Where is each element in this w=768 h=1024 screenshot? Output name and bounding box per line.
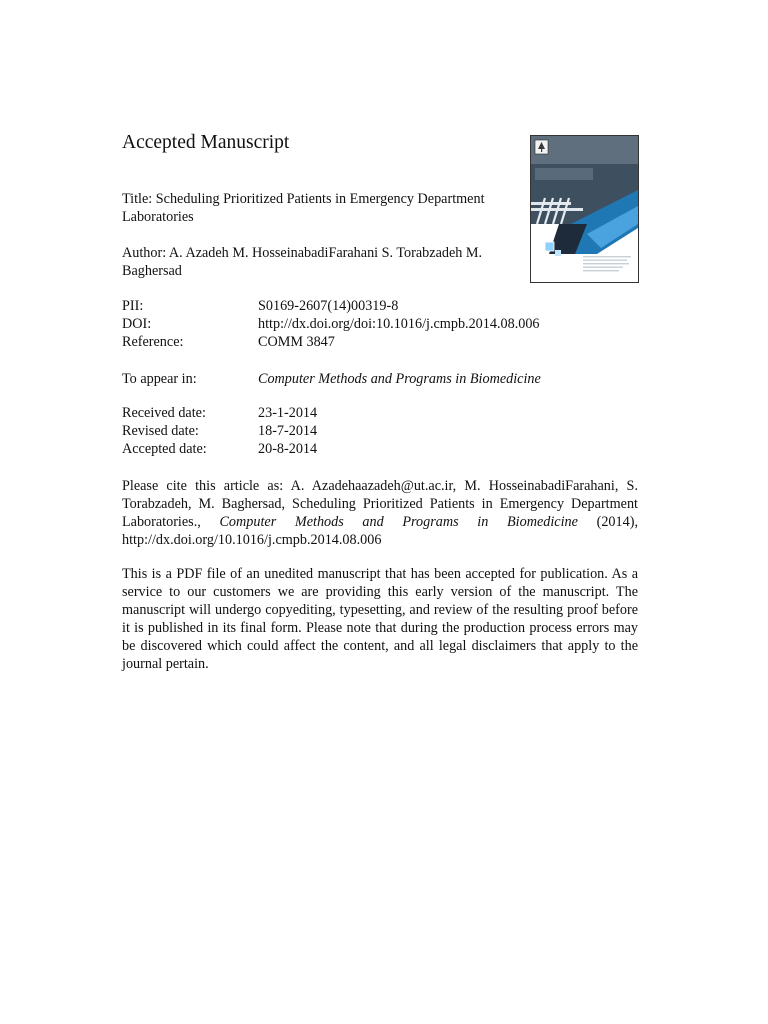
citation-prefix: Please cite this article as: A. Azadehaazadeh@ut.ac.ir, M. HosseinabadiFarahani, S. Torabzadeh, M. Baghersad, Scheduling Prioritized Patients in Emergency Department Laboratories., <box>122 478 638 530</box>
journal-cover-image <box>530 135 639 283</box>
cover-artwork <box>531 136 638 282</box>
citation-suffix: (2014), http://dx.doi.org/10.1016/j.cmpb.2014.08.006 <box>122 514 638 548</box>
appear-row <box>122 370 642 388</box>
article-dates <box>122 404 642 458</box>
received-value: 23-1-2014 <box>258 405 318 421</box>
accepted-row <box>122 440 642 458</box>
revised-value: 18-7-2014 <box>258 423 318 439</box>
accepted-value: 20-8-2014 <box>258 441 318 457</box>
citation-journal: Computer Methods and Programs in Biomedicine <box>219 514 578 530</box>
reference-value: COMM 3847 <box>258 334 335 350</box>
doi-row <box>122 315 642 333</box>
received-row <box>122 404 642 422</box>
journal-name: Computer Methods and Programs in Biomedicine <box>258 371 541 387</box>
article-identifiers <box>122 297 642 351</box>
accepted-label: Accepted date: <box>122 441 207 457</box>
disclaimer-paragraph: This is a PDF file of an unedited manuscript that has been accepted for publication. As a service to our customers we are providing this early version of the manuscript. The manuscript will undergo copyediting, typesetting, and review of the resulting proof before it is published in its final form. Please note that during the production process errors may be discovered which could affect the content, and all legal disclaimers that apply to the journal pertain. <box>122 566 638 672</box>
revised-label: Revised date: <box>122 423 199 439</box>
revised-row <box>122 422 642 440</box>
appear-in <box>122 370 642 388</box>
reference-row <box>122 333 642 351</box>
pii-label: PII: <box>122 298 144 314</box>
article-authors: Author: A. Azadeh M. HosseinabadiFarahani S. Torabzadeh M. Baghersad <box>122 245 483 279</box>
doi-label: DOI: <box>122 316 152 332</box>
article-title: Title: Scheduling Prioritized Patients in Emergency Department Laboratories <box>122 191 485 225</box>
received-label: Received date: <box>122 405 206 421</box>
appear-label: To appear in: <box>122 371 197 387</box>
reference-label: Reference: <box>122 334 184 350</box>
page-heading: Accepted Manuscript <box>122 132 290 153</box>
pii-row <box>122 297 642 315</box>
pii-value: S0169-2607(14)00319-8 <box>258 298 399 314</box>
elsevier-logo-icon <box>535 140 548 154</box>
doi-value[interactable]: http://dx.doi.org/doi:10.1016/j.cmpb.2014.08.006 <box>258 316 540 332</box>
citation-paragraph <box>122 477 638 549</box>
